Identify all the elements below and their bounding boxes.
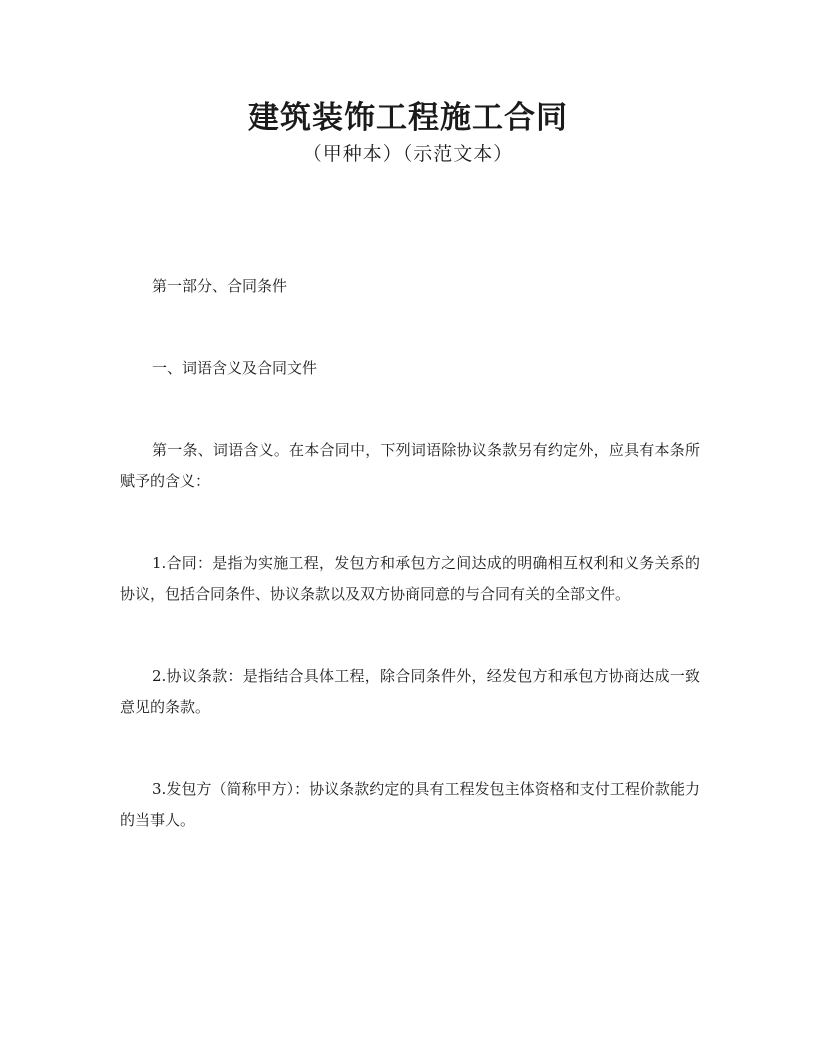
section-heading-part-one: 第一部分、合同条件 — [152, 277, 288, 295]
definition-employer: 3.发包方（简称甲方）：协议条款约定的具有工程发包主体资格和支付工程价款能力的当事人。 — [120, 780, 700, 829]
definition-agreement-terms: 2.协议条款：是指结合具体工程，除合同条件外，经发包方和承包方协商达成一致意见的条款。 — [120, 667, 700, 716]
section-heading-terms: 一、词语含义及合同文件 — [152, 359, 318, 377]
document-body — [120, 271, 700, 887]
document-title: 建筑装饰工程施工合同 — [248, 100, 568, 136]
document-subtitle: （甲种本）（示范文本） — [302, 143, 514, 165]
article-one-paragraph: 第一条、词语含义。在本合同中，下列词语除协议条款另有约定外，应具有本条所赋予的含义： — [120, 441, 700, 490]
definition-contract: 1.合同：是指为实施工程，发包方和承包方之间达成的明确相互权利和义务关系的协议，包括合同条件、协议条款以及双方协商同意的与合同有关的全部文件。 — [120, 554, 700, 603]
